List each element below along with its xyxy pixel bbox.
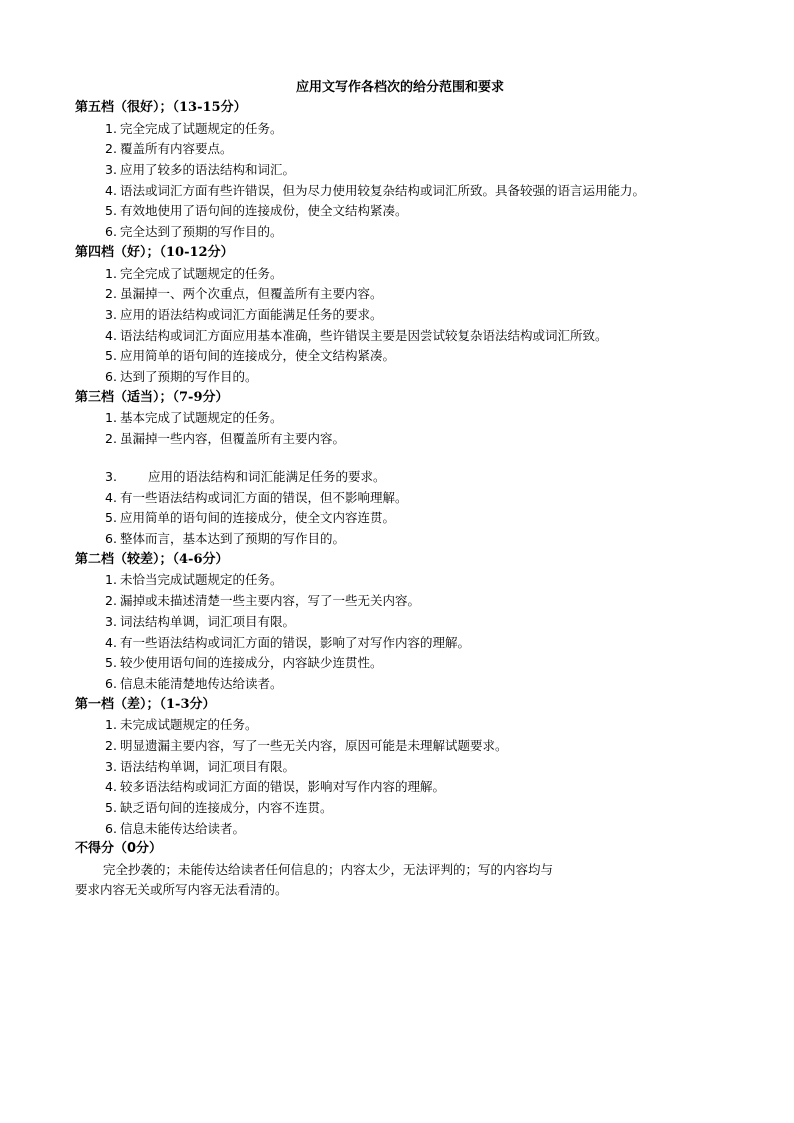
item-number: 5. <box>105 655 117 671</box>
list-item <box>75 139 735 160</box>
list-item <box>75 160 735 181</box>
item-number: 3. <box>105 306 117 322</box>
document-page <box>75 78 735 900</box>
item-number: 4. <box>105 634 117 650</box>
item-text: 虽漏掉一、两个次重点，但覆盖所有主要内容。 <box>120 286 383 302</box>
item-number: 3. <box>105 162 117 178</box>
item-number: 1. <box>105 572 117 588</box>
item-text: 应用简单的语句间的连接成分，使全文内容连贯。 <box>120 510 396 526</box>
section-grade-2 <box>75 550 735 695</box>
item-number: 5. <box>105 203 117 219</box>
item-number: 6. <box>105 368 117 384</box>
item-text: 语法结构单调，词汇项目有限。 <box>120 758 296 774</box>
item-text: 达到了预期的写作目的。 <box>120 368 258 384</box>
item-text: 基本完成了试题规定的任务。 <box>120 410 283 426</box>
list-item <box>75 284 735 305</box>
item-number: 4. <box>105 182 117 198</box>
list-item <box>75 222 735 243</box>
item-text: 信息未能传达给读者。 <box>120 820 246 836</box>
list-item <box>75 777 735 798</box>
section-heading: 不得分（0分） <box>75 841 163 857</box>
list-item <box>75 264 735 285</box>
item-text: 缺乏语句间的连接成分，内容不连贯。 <box>120 800 333 815</box>
paragraph-line: 要求内容无关或所写内容无法看清的。 <box>75 882 288 898</box>
item-text: 有效地使用了语句间的连接成份，使全文结构紧凑。 <box>120 203 408 219</box>
no-score-description <box>75 860 735 900</box>
list-item <box>75 488 735 509</box>
item-text: 应用的语法结构或词汇方面能满足任务的要求。 <box>120 306 383 322</box>
list-item <box>75 367 735 388</box>
item-number: 6. <box>105 675 117 691</box>
list-item <box>75 757 735 778</box>
item-text: 有一些语法结构或词汇方面的错误，但不影响理解。 <box>120 489 408 505</box>
list-item <box>75 612 735 633</box>
item-text: 语法或词汇方面有些许错误，但为尽力使用较复杂结构或词汇所致。具备较强的语言运用能力。 <box>120 182 646 198</box>
list-item <box>75 570 735 591</box>
list-item <box>75 466 735 488</box>
item-number: 3. <box>105 613 117 629</box>
item-text: 信息未能清楚地传达给读者。 <box>120 675 283 691</box>
section-grade-4 <box>75 243 735 388</box>
item-number: 1. <box>105 265 117 281</box>
item-text: 覆盖所有内容要点。 <box>120 141 233 157</box>
item-number: 4. <box>105 327 117 343</box>
item-number: 1. <box>105 717 117 733</box>
section-grade-1 <box>75 695 735 840</box>
list-item <box>75 736 735 757</box>
item-number: 5. <box>105 510 117 526</box>
list-item <box>75 633 735 654</box>
item-text: 虽漏掉一些内容，但覆盖所有主要内容。 <box>120 431 346 446</box>
item-text: 应用简单的语句间的连接成分，使全文结构紧凑。 <box>120 348 396 364</box>
item-text: 未完成试题规定的任务。 <box>120 717 258 733</box>
list-item <box>75 408 735 429</box>
item-text: 语法结构或词汇方面应用基本准确，些许错误主要是因尝试较复杂语法结构或词汇所致。 <box>120 327 608 343</box>
item-text: 明显遗漏主要内容，写了一些无关内容，原因可能是未理解试题要求。 <box>120 737 508 753</box>
item-text: 完全完成了试题规定的任务。 <box>120 265 283 281</box>
item-number: 1. <box>105 410 117 426</box>
item-number: 4. <box>105 779 117 795</box>
item-text: 完全完成了试题规定的任务。 <box>120 120 283 136</box>
item-text: 有一些语法结构或词汇方面的错误，影响了对写作内容的理解。 <box>120 634 471 650</box>
item-text: 应用了较多的语法结构和词汇。 <box>120 162 296 178</box>
item-number: 6. <box>105 224 117 240</box>
list-item <box>75 346 735 367</box>
section-heading: 第三档（适当）；（7-9分） <box>75 389 229 405</box>
item-number: 2. <box>105 286 117 302</box>
section-no-score <box>75 839 735 900</box>
list-item <box>75 305 735 326</box>
item-number: 5. <box>105 800 117 815</box>
section-heading: 第四档（好）；（10-12分） <box>75 244 234 260</box>
item-text: 较多语法结构或词汇方面的错误，影响对写作内容的理解。 <box>120 779 446 795</box>
item-number: 1. <box>105 120 117 136</box>
list-item <box>75 201 735 222</box>
list-item <box>75 529 735 550</box>
item-number: 3. <box>105 758 117 774</box>
list-item <box>75 798 735 819</box>
list-item <box>75 819 735 840</box>
item-number: 2. <box>105 593 117 609</box>
item-text: 词法结构单调，词汇项目有限。 <box>120 613 296 629</box>
list-item <box>75 674 735 695</box>
item-number: 2. <box>105 431 117 446</box>
section-heading: 第五档（很好）；（13-15分） <box>75 100 247 115</box>
item-text: 漏掉或未描述清楚一些主要内容，写了一些无关内容。 <box>120 593 421 609</box>
item-text: 完全达到了预期的写作目的。 <box>120 224 283 240</box>
item-number: 4. <box>105 489 117 505</box>
section-grade-5 <box>75 98 735 243</box>
section-heading: 第二档（较差）；（4-6分） <box>75 551 229 567</box>
list-item <box>75 653 735 674</box>
list-item <box>75 326 735 347</box>
list-item <box>75 508 735 529</box>
item-text: 较少使用语句间的连接成分，内容缺少连贯性。 <box>120 655 383 671</box>
item-number: 6. <box>105 531 117 547</box>
item-number: 6. <box>105 820 117 836</box>
document-title: 应用文写作各档次的给分范围和要求 <box>295 80 504 95</box>
item-number: 3. <box>105 468 117 484</box>
item-text: 应用的语法结构和词汇能满足任务的要求。 <box>148 468 386 484</box>
item-text: 未恰当完成试题规定的任务。 <box>120 572 283 588</box>
item-number: 2. <box>105 141 117 157</box>
list-item <box>75 429 735 450</box>
item-number: 2. <box>105 737 117 753</box>
section-grade-3 <box>75 388 735 550</box>
section-heading: 第一档（差）；（1-3分） <box>75 696 216 712</box>
item-number: 5. <box>105 348 117 364</box>
list-item <box>75 591 735 612</box>
paragraph-line: 完全抄袭的；未能传达给读者任何信息的；内容太少，无法评判的；写的内容均与 <box>103 862 554 878</box>
list-item <box>75 181 735 202</box>
list-item <box>75 715 735 736</box>
list-item <box>75 119 735 140</box>
item-text: 整体而言，基本达到了预期的写作目的。 <box>120 531 346 547</box>
